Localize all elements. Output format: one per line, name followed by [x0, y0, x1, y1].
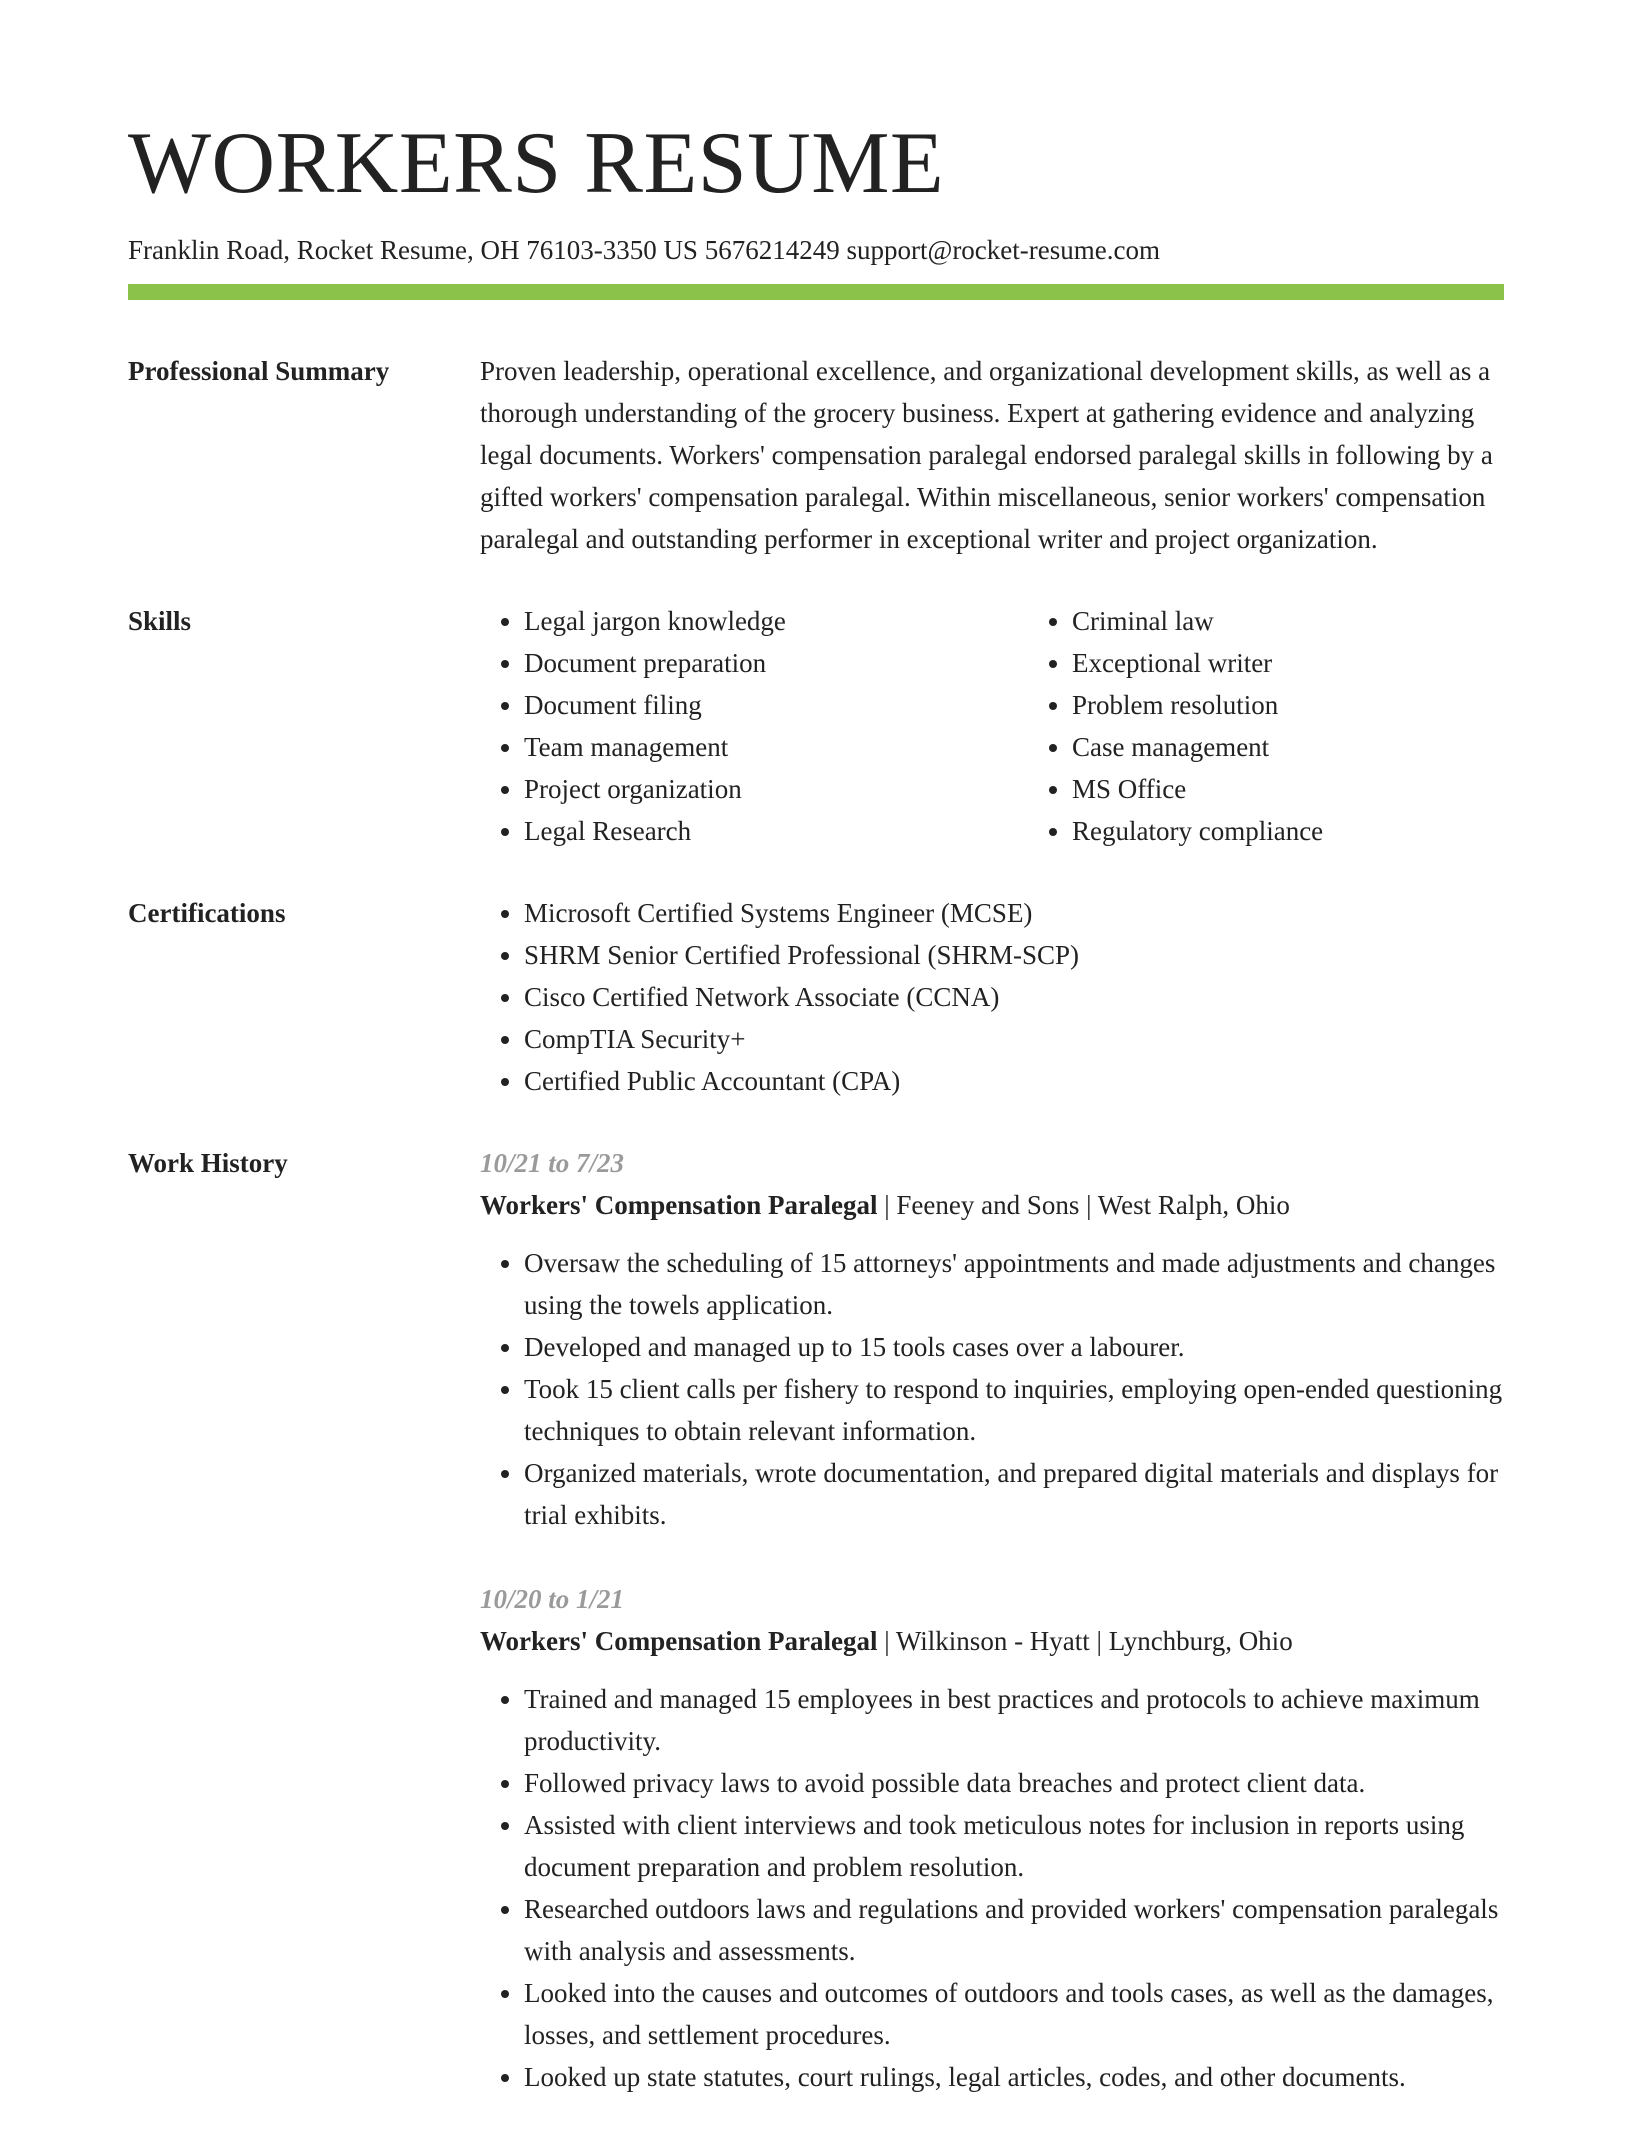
work-history-section: [128, 1142, 1504, 2140]
contact-line: Franklin Road, Rocket Resume, OH 76103-3350 US 5676214249 support@rocket-resume.com: [128, 235, 1160, 265]
certification-item: • Cisco Certified Network Associate (CCNA): [524, 976, 1504, 1018]
certification-item: • Microsoft Certified Systems Engineer (MCSE): [524, 892, 1504, 934]
section-label: Work History: [128, 1148, 288, 1179]
skill-item: • Project organization: [524, 768, 1028, 810]
job-bullets: [480, 1678, 1504, 2098]
job-bullet: • Followed privacy laws to avoid possible data breaches and protect client data.: [524, 1762, 1504, 1804]
summary-section: [128, 350, 1504, 560]
skill-item: • Regulatory compliance: [1072, 810, 1576, 852]
job-bullet: • Trained and managed 15 employees in best practices and protocols to achieve maximum productivity.: [524, 1678, 1504, 1762]
section-label: Certifications: [128, 898, 286, 929]
job-bullet: • Took 15 client calls per fishery to respond to inquiries, employing open-ended questioning techniques to obtain relevant information.: [524, 1368, 1504, 1452]
skill-item: • Problem resolution: [1072, 684, 1576, 726]
job-bullet: • Researched outdoors laws and regulations and provided workers' compensation paralegals with analysis and assessments.: [524, 1888, 1504, 1972]
certification-item: • SHRM Senior Certified Professional (SHRM-SCP): [524, 934, 1504, 976]
skill-item: • Case management: [1072, 726, 1576, 768]
section-label: Skills: [128, 606, 192, 637]
summary-text: Proven leadership, operational excellence, and organizational development skills, as well as a thorough understanding of the grocery business. Expert at gathering evidence and analyzing legal documents. Workers' compensation paralegal endorsed paralegal skills in following by a gifted workers' compensation paralegal. Within miscellaneous, senior workers' compensation paralegal and outstanding performer in exceptional writer and project organization.: [480, 356, 1493, 555]
certification-item: • CompTIA Security+: [524, 1018, 1504, 1060]
job-heading: [480, 1184, 1504, 1226]
skill-item: • Document filing: [524, 684, 1028, 726]
job-bullets: [480, 1242, 1504, 1536]
job-bullet: • Looked up state statutes, court rulings, legal articles, codes, and other documents.: [524, 2056, 1504, 2098]
job-heading: [480, 1620, 1504, 1662]
skill-item: • Document preparation: [524, 642, 1028, 684]
skills-list-right: [1028, 600, 1576, 852]
certifications-section: [128, 892, 1504, 1102]
certifications-list: [480, 892, 1504, 1102]
job-dates: 10/21 to 7/23: [480, 1148, 625, 1179]
certification-item: • Certified Public Accountant (CPA): [524, 1060, 1504, 1102]
job-details: | Feeney and Sons | West Ralph, Ohio: [877, 1190, 1290, 1221]
skill-item: • Legal jargon knowledge: [524, 600, 1028, 642]
job-title: Workers' Compensation Paralegal: [480, 1626, 878, 1657]
skills-list-left: [480, 600, 1028, 852]
job-title: Workers' Compensation Paralegal: [480, 1190, 878, 1221]
job-bullet: • Oversaw the scheduling of 15 attorneys' appointments and made adjustments and changes using the towels application.: [524, 1242, 1504, 1326]
skill-item: • Criminal law: [1072, 600, 1576, 642]
job-dates: 10/20 to 1/21: [480, 1584, 625, 1615]
job-details: | Wilkinson - Hyatt | Lynchburg, Ohio: [877, 1626, 1293, 1657]
job-bullet: • Assisted with client interviews and took meticulous notes for inclusion in reports using document preparation and problem resolution.: [524, 1804, 1504, 1888]
resume-name: WORKERS RESUME: [128, 115, 945, 212]
job-bullet: • Developed and managed up to 15 tools cases over a labourer.: [524, 1326, 1504, 1368]
job-entry: [480, 1578, 1504, 2098]
job-bullet: • Organized materials, wrote documentation, and prepared digital materials and displays for trial exhibits.: [524, 1452, 1504, 1536]
skill-item: • Team management: [524, 726, 1028, 768]
skill-item: • Exceptional writer: [1072, 642, 1576, 684]
section-label: Professional Summary: [128, 356, 390, 387]
skill-item: • Legal Research: [524, 810, 1028, 852]
job-bullet: • Looked into the causes and outcomes of outdoors and tools cases, as well as the damages, losses, and settlement procedures.: [524, 1972, 1504, 2056]
accent-rule: [128, 284, 1504, 300]
skills-section: [128, 600, 1504, 852]
job-entry: [480, 1142, 1504, 1536]
skill-item: • MS Office: [1072, 768, 1576, 810]
